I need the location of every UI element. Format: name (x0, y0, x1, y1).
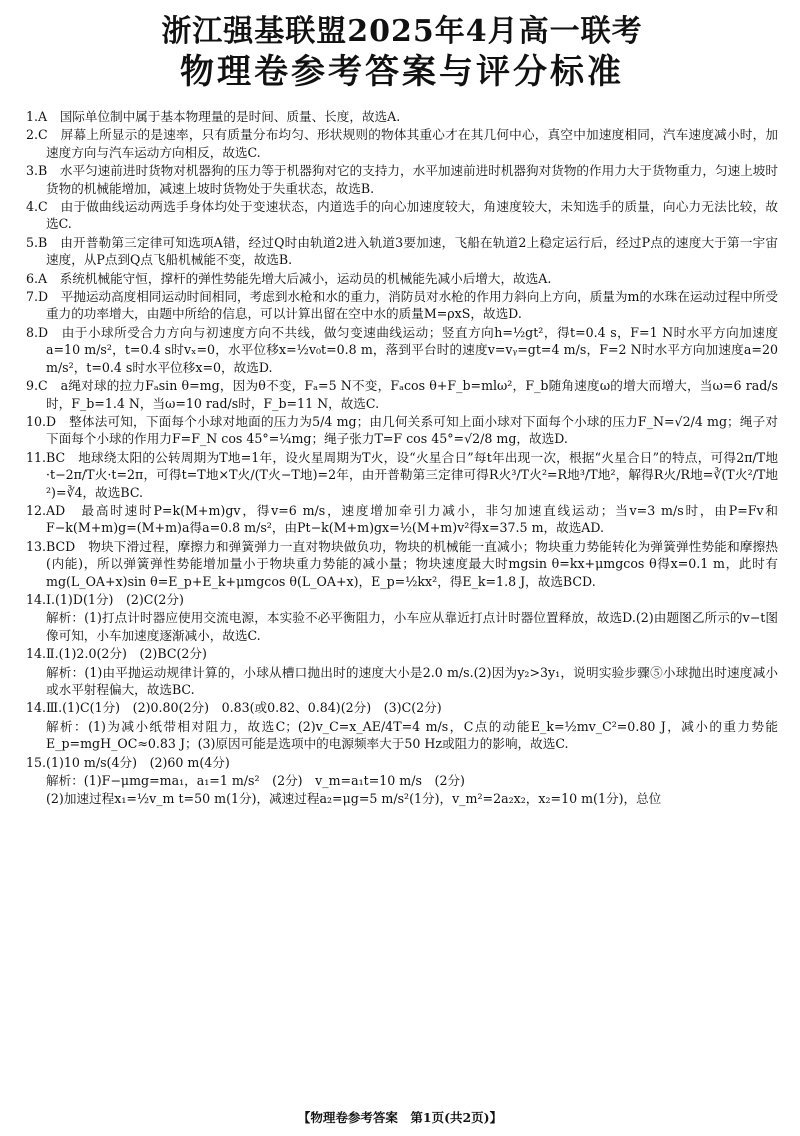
answer-7: 7.D 平抛运动高度相同运动时间相同，考虑到水枪和水的重力，消防员对水枪的作用力斜向上方向，质量为m的水珠在运动过程中所受重力的功率增大，由题中所给的信息，可以计算出留在空中水的质量M=ρxS，故选D. (26, 289, 778, 322)
answer-14-1: 14.Ⅰ.(1)D(1分) (2)C(2分) (26, 591, 184, 607)
answer-15: 15.(1)10 m/s(4分) (2)60 m(4分) (26, 754, 230, 770)
answer-3: 3.B 水平匀速前进时货物对机器狗的压力等于机器狗对它的支持力，水平加速前进时机器狗对货物的作用力大于货物重力，匀速上坡时货物的机械能增加，减速上坡时货物处于失重状态，故选B. (26, 163, 778, 196)
answer-14-3-analysis: 解析：(1)为减小纸带相对阻力，故选C；(2)v_C=x_AE/4T=4 m/s，C点的动能E_k=½mv_C²=0.80 J，减小的重力势能E_p=mgH_OC≈0.83 J；(3)原因可能是选项中的电源频率大于50 Hz或阻力的影响，故选C. (46, 718, 778, 752)
answer-14-3: 14.Ⅲ.(1)C(1分) (2)0.80(2分) 0.83(或0.82、0.84)(2分) (3)C(2分) (26, 700, 442, 716)
answer-14-2-analysis: 解析：(1)由平抛运动规律计算的，小球从槽口抛出时的速度大小是2.0 m/s.(2)因为y₂>3y₁，说明实验步骤⑤小球抛出时速度减小或水平射程偏大，故选BC. (46, 664, 778, 697)
answer-5: 5.B 由开普勒第三定律可知选项A错，经过Q时由轨道2进入轨道3要加速，飞船在轨道2上稳定运行后，经过P点的速度大于第一宇宙速度，从P点到Q点飞船机械能不变，故选B. (26, 234, 778, 268)
answer-9: 9.C a绳对球的拉力Fₐsin θ=mg，因为θ不变，Fₐ=5 N不变，Fₐcos θ+F_b=mlω²，F_b随角速度ω的增大而增大，当ω=6 rad/s时，F_b=1.4 N，当ω=10 rad/s时，F_b=11 N，故选C. (26, 378, 778, 411)
answer-4: 4.C 由于做曲线运动两选手身体均处于变速状态，内道选手的向心加速度较大，角速度较大，未知选手的质量，向心力无法比较，故选C. (26, 199, 778, 232)
answer-12: 12.AD 最高时速时P=k(M+m)gv，得v=6 m/s，速度增加牵引力减小，非匀加速直线运动；当v=3 m/s时，由P=Fv和F−k(M+m)g=(M+m)a得a=0.8 m/s²，由Pt−k(M+m)gx=½(M+m)v²得x=37.5 m，故选AD. (26, 502, 778, 536)
exam-title: 浙江强基联盟2025年4月高一联考 (161, 14, 643, 49)
answer-14-1-analysis: 解析：(1)打点计时器应使用交流电源，本实验不必平衡阻力，小车应从靠近打点计时器位置释放，故选D.(2)由题图乙所示的v−t图像可知，小车加速度逐渐减小，故选C. (46, 610, 778, 643)
answer-14-2: 14.Ⅱ.(1)2.0(2分) (2)BC(2分) (26, 646, 207, 662)
answer-13: 13.BCD 物块下滑过程，摩擦力和弹簧弹力一直对物块做负功，物块的机械能一直减小；物块重力势能转化为弹簧弹性势能和摩擦热(内能)，所以弹簧弹性势能增加量小于物块重力势能的减小量；物块速度最大时mgsin θ=kx+μmgcos θ得x=0.1 m，此时有mg(L_OA+x)sin θ=E_p+E_k+μmgcos θ(L_OA+x)，E_p=½kx²，得E_k=1.8 J，故选BCD. (26, 538, 778, 589)
answer-1: 1.A 国际单位制中属于基本物理量的是时间、质量、长度，故选A. (26, 109, 401, 124)
answer-10: 10.D 整体法可知，下面每个小球对地面的压力为5/4 mg；由几何关系可知上面小球对下面每个小球的压力F_N=√2/4 mg；绳子对下面每个小球的作用力F=F_N cos 45°=¼mg；绳子张力T=F cos 45°=√2/8 mg，故选D. (26, 413, 778, 447)
page-footer: 【物理卷参考答案 第1页(共2页)】 (297, 1110, 503, 1125)
answer-2: 2.C 屏幕上所显示的是速率，只有质量分布均匀、形状规则的物体其重心才在其几何中心，真空中加速度相同，汽车速度减小时，加速度方向与汽车运动方向相反，故选C. (26, 127, 778, 160)
answer-15-analysis-2: (2)加速过程x₁=½v_m t=50 m(1分)，减速过程a₂=μg=5 m/s²(1分)，v_m²=2a₂x₂，x₂=10 m(1分)，总位 (46, 791, 662, 807)
answer-15-analysis-1: 解析：(1)F−μmg=ma₁，a₁=1 m/s² (2分) v_m=a₁t=10 m/s (2分) (46, 773, 465, 789)
answer-key-title: 物理卷参考答案与评分标准 (180, 52, 624, 92)
answer-8: 8.D 由于小球所受合力方向与初速度方向不共线，做匀变速曲线运动；竖直方向h=½gt²，得t=0.4 s，F=1 N时水平方向加速度a=10 m/s²，t=0.4 s时vₓ=0，水平位移x=½v₀t=0.8 m，落到平台时的速度v=vᵧ=gt=4 m/s，F=2 N时水平方向加速度a=20 m/s²，t=0.4 s时水平位移x=0，故选D. (26, 324, 778, 375)
answer-list (26, 108, 778, 808)
answer-6: 6.A 系统机械能守恒，撑杆的弹性势能先增大后减小，运动员的机械能先减小后增大，故选A. (26, 270, 552, 286)
answer-11: 11.BC 地球绕太阳的公转周期为T地=1年，设火星周期为T火，设“火星合日”每t年出现一次，根据“火星合日”的特点，可得2π/T地·t−2π/T火·t=2π，可得t=T地×T火/(T火−T地)=2年，由开普勒第三定律可得R火³/T火²=R地³/T地²，解得R火/R地=∛(T火²/T地²)=∛4，故选BC. (26, 449, 778, 500)
